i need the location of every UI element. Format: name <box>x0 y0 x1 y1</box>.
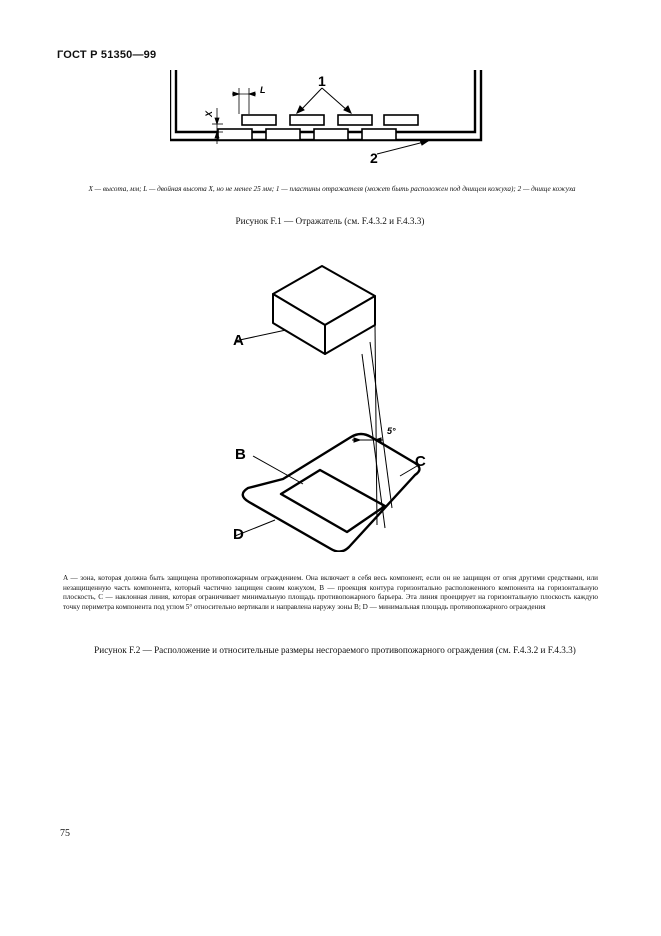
reflector-plate <box>338 115 372 125</box>
bottom-segment <box>314 129 348 140</box>
barrier-area <box>243 434 420 552</box>
bottom-segment <box>362 129 396 140</box>
label-d: D <box>233 526 244 543</box>
bottom-segment <box>218 129 252 140</box>
projection-outline <box>281 470 385 532</box>
reflector-diagram <box>170 68 500 178</box>
standard-header: ГОСТ Р 51350—99 <box>57 49 157 61</box>
label-c: C <box>415 453 426 470</box>
figure-1-legend: X — высота, мм; L — двойная высота X, но не менее 25 мм; 1 — пластины отражателя (может быть расположен под днищем кожуха); 2 — днище кожуха <box>88 185 576 193</box>
angle-label: 5° <box>387 426 396 436</box>
fire-barrier-diagram <box>225 262 445 552</box>
dim-x-label: X <box>204 110 214 117</box>
figure-2-caption: Рисунок F.2 — Расположение и относительные размеры несгораемого противопожарного ограждения (см. F.4.3.2 и F.4.3.3) <box>94 645 576 655</box>
figure-1-caption: Рисунок F.1 — Отражатель (см. F.4.3.2 и F.4.3.3) <box>235 216 425 226</box>
label-a: A <box>233 332 244 349</box>
label-b: B <box>235 446 246 463</box>
dim-l-label: L <box>260 85 266 95</box>
reflector-plate <box>384 115 418 125</box>
bottom-segment <box>266 129 300 140</box>
callout-1-label: 1 <box>318 73 326 89</box>
callout-2-label: 2 <box>370 150 378 166</box>
figure-2-legend: A — зона, которая должна быть защищена противопожарным ограждением. Она включает в себя весь компонент, если он не защищен от огня другими средствами, или незащищенную часть компонента, который частично защищен своим кожухом, B — проекция контура горизонтально расположенного компонента на горизонтальную плоскость, C — наклонная линия, которая ограничивает минимальную площадь противопожарного барьера. Эта линия проецирует на горизонтальную плоскость каждую точку периметра компонента под углом 5° относительно вертикали и направлена наружу зоны B; D — минимальная площадь противопожарного ограждения <box>63 574 598 612</box>
reflector-plate <box>242 115 276 125</box>
reflector-plate <box>290 115 324 125</box>
page-number: 75 <box>60 828 70 839</box>
